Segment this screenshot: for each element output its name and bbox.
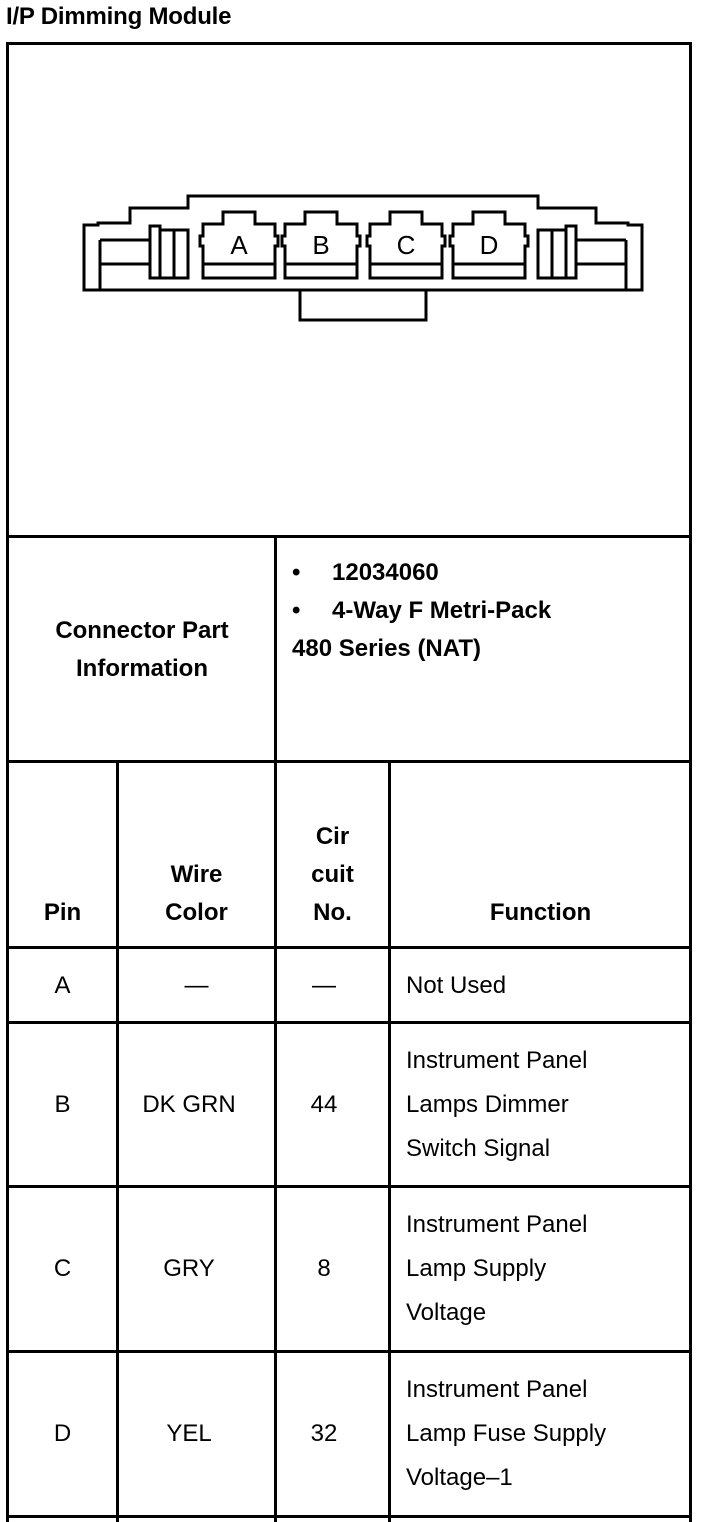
function-line: Instrument Panel [406, 1211, 588, 1238]
divider-header [6, 946, 692, 949]
header-line: cuit [311, 861, 354, 888]
function-line: Lamps Dimmer [406, 1091, 569, 1118]
connector-type-item [292, 592, 688, 630]
function-line: Instrument Panel [406, 1047, 588, 1074]
cell-pin: A [54, 972, 71, 999]
connector-part-info-values [292, 554, 688, 668]
header-line: No. [313, 899, 352, 926]
header-circuit-no [277, 818, 388, 932]
divider-row-d [6, 1515, 692, 1518]
connector-part-info-label [9, 612, 275, 688]
divider-row-c [6, 1350, 692, 1353]
divider-row-b [6, 1185, 692, 1188]
column-divider-2 [388, 761, 391, 1522]
divider-diagram [6, 535, 692, 538]
function-line: Instrument Panel [406, 1376, 588, 1403]
cell-circuit: 44 [310, 1091, 338, 1118]
function-line: Voltage–1 [406, 1464, 513, 1491]
cell-function [406, 1203, 690, 1335]
cell-pin: B [54, 1091, 71, 1118]
divider-row-a [6, 1021, 692, 1024]
cell-circuit: — [312, 972, 336, 999]
function-line: Switch Signal [406, 1135, 551, 1162]
page-title: I/P Dimming Module [6, 3, 232, 30]
cell-function [406, 1039, 690, 1171]
part-number-item [292, 554, 688, 592]
cell-wire-color: YEL [166, 1420, 212, 1447]
bullet-icon: • [292, 597, 301, 624]
function-line: Voltage [406, 1299, 487, 1326]
function-line: Not Used [406, 972, 507, 999]
cell-pin: D [53, 1420, 72, 1447]
header-line: Color [165, 899, 228, 926]
cell-wire-color: — [184, 972, 209, 999]
cell-function [406, 1368, 690, 1500]
function-line: Lamp Supply [406, 1255, 547, 1282]
cell-wire-color: DK GRN [142, 1091, 236, 1118]
label-line: Information [76, 655, 208, 682]
pin-letter-overlay [0, 0, 704, 540]
header-pin: Pin [43, 899, 82, 926]
part-number: 12034060 [332, 559, 439, 586]
label-line: Connector Part [55, 617, 229, 644]
connector-type: 4-Way F Metri-Pack [332, 597, 552, 624]
cell-circuit: 32 [310, 1420, 338, 1447]
bullet-icon: • [292, 559, 301, 586]
pin-label-c: C [396, 230, 416, 260]
connector-series: 480 Series (NAT) [292, 635, 481, 662]
cell-function [406, 964, 690, 1008]
pin-label-d: D [479, 230, 499, 260]
cell-pin: C [53, 1255, 72, 1282]
header-function: Function [489, 899, 592, 926]
cell-wire-color: GRY [163, 1255, 215, 1282]
cell-circuit: 8 [317, 1255, 331, 1282]
pin-label-a: A [230, 230, 248, 260]
pin-label-b: B [312, 230, 330, 260]
function-line: Lamp Fuse Supply [406, 1420, 607, 1447]
header-line: Cir [315, 823, 350, 850]
header-wire-color [119, 856, 274, 932]
divider-part-info [6, 760, 692, 763]
header-line: Wire [170, 861, 223, 888]
